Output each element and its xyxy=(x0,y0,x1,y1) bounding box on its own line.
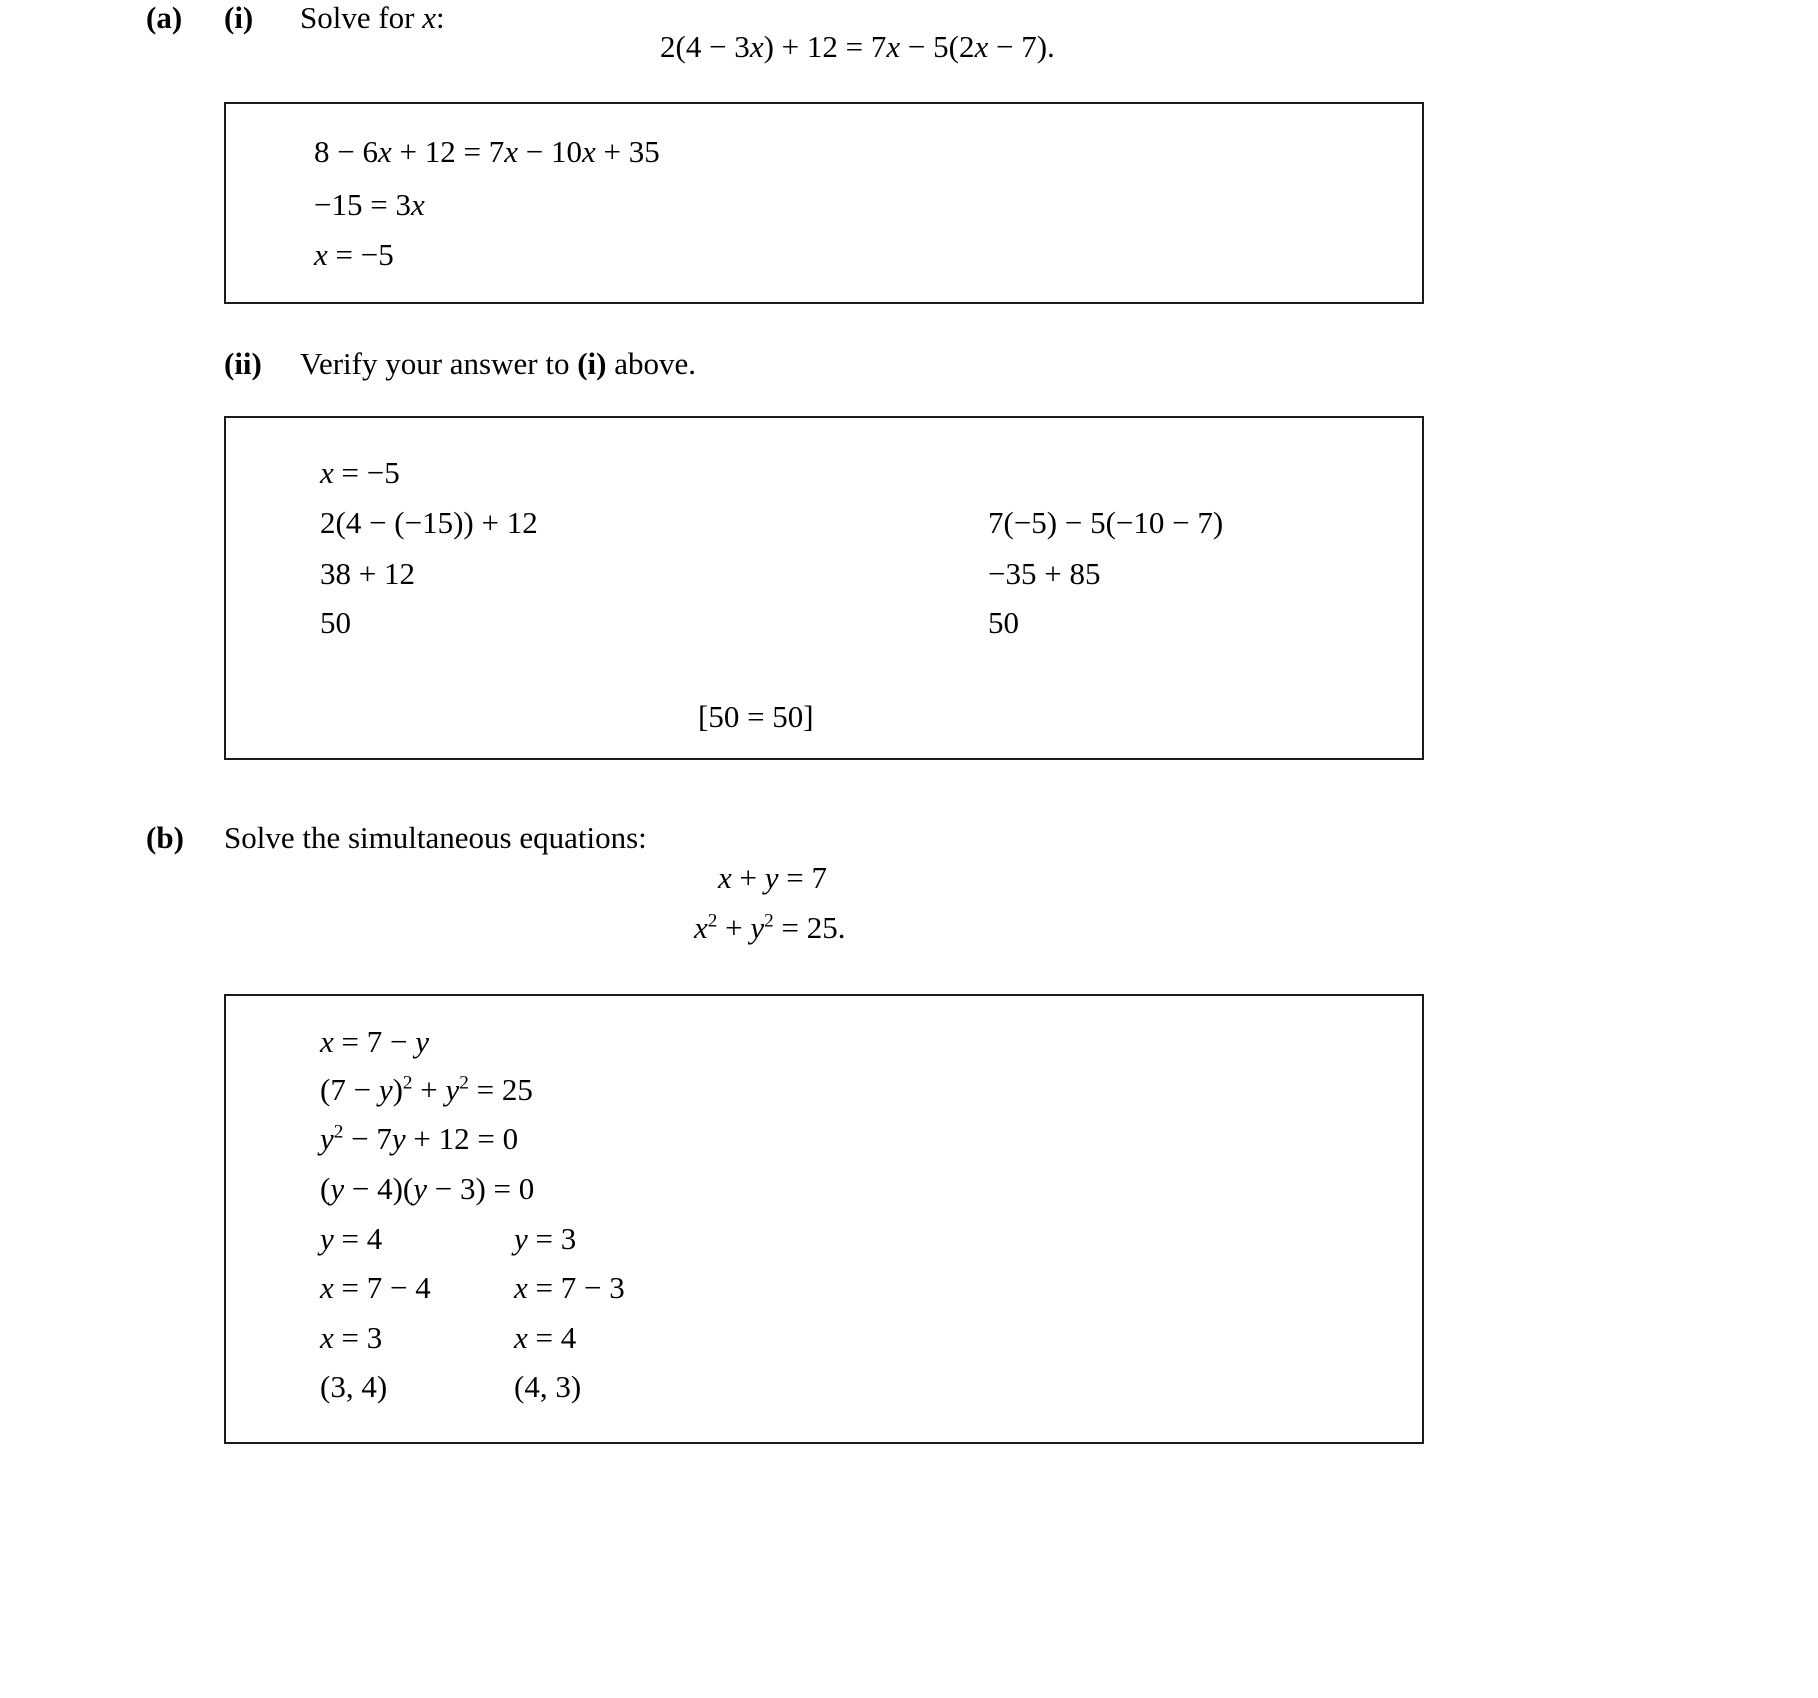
answer-line: x = 7 − y xyxy=(320,1024,429,1059)
answer-line: 2(4 − (−15)) + 12 xyxy=(320,505,538,540)
part-a-i-prompt-suffix: : xyxy=(436,0,445,35)
answer-line: x = −5 xyxy=(314,237,394,272)
answer-line: −15 = 3x xyxy=(314,187,425,222)
verification-conclusion: [50 = 50] xyxy=(698,699,814,734)
part-b-equation-2: $x^2 + y^2 = 25$. xyxy=(694,910,846,945)
part-a-ii-prompt-prefix: Verify your answer to xyxy=(300,346,578,381)
answer-line: y = 3 xyxy=(514,1221,577,1256)
part-a-label: (a) xyxy=(146,0,183,35)
answer-line: $(7 - y)^2 + y^2 = 25$ xyxy=(320,1072,533,1107)
answer-line: 7(−5) − 5(−10 − 7) xyxy=(988,505,1224,540)
answer-line: x = 3 xyxy=(320,1320,383,1355)
answer-line: x = −5 xyxy=(320,455,400,490)
answer-box-b[interactable] xyxy=(224,994,1424,1444)
part-a-i-equation: 2(4 − 3x) + 12 = 7x − 5(2x − 7). xyxy=(660,29,1055,64)
answer-line: 38 + 12 xyxy=(320,556,415,591)
answer-line: (y − 4)(y − 3) = 0 xyxy=(320,1171,535,1206)
part-a-ii-prompt xyxy=(300,348,696,379)
answer-line: −35 + 85 xyxy=(988,556,1101,591)
part-a-i-label: (i) xyxy=(224,0,254,35)
part-b-label: (b) xyxy=(146,820,184,855)
part-a-ii-prompt-suffix: above. xyxy=(606,346,696,381)
answer-box-a-ii[interactable] xyxy=(224,416,1424,760)
part-b-prompt: Solve the simultaneous equations: xyxy=(224,820,647,855)
answer-line: x = 7 − 4 xyxy=(320,1270,431,1305)
part-a-i-prompt-variable: x xyxy=(422,0,437,35)
part-a-i-prompt xyxy=(300,2,445,33)
part-a-ii-label: (ii) xyxy=(224,346,262,381)
answer-line: (4, 3) xyxy=(514,1369,582,1404)
answer-line: x = 4 xyxy=(514,1320,577,1355)
answer-line: 50 xyxy=(988,605,1019,640)
answer-line: y = 4 xyxy=(320,1221,383,1256)
answer-line: $y^2 - 7y + 12 = 0$ xyxy=(320,1121,519,1156)
answer-line: x = 7 − 3 xyxy=(514,1270,625,1305)
part-b-equation-1: x + y = 7 xyxy=(718,860,827,895)
answer-line: 8 − 6x + 12 = 7x − 10x + 35 xyxy=(314,134,660,169)
answer-box-a-i[interactable] xyxy=(224,102,1424,304)
part-a-ii-prompt-ref: (i) xyxy=(577,346,607,381)
answer-line: (3, 4) xyxy=(320,1369,388,1404)
part-a-i-prompt-prefix: Solve for xyxy=(300,0,423,35)
answer-line: 50 xyxy=(320,605,351,640)
